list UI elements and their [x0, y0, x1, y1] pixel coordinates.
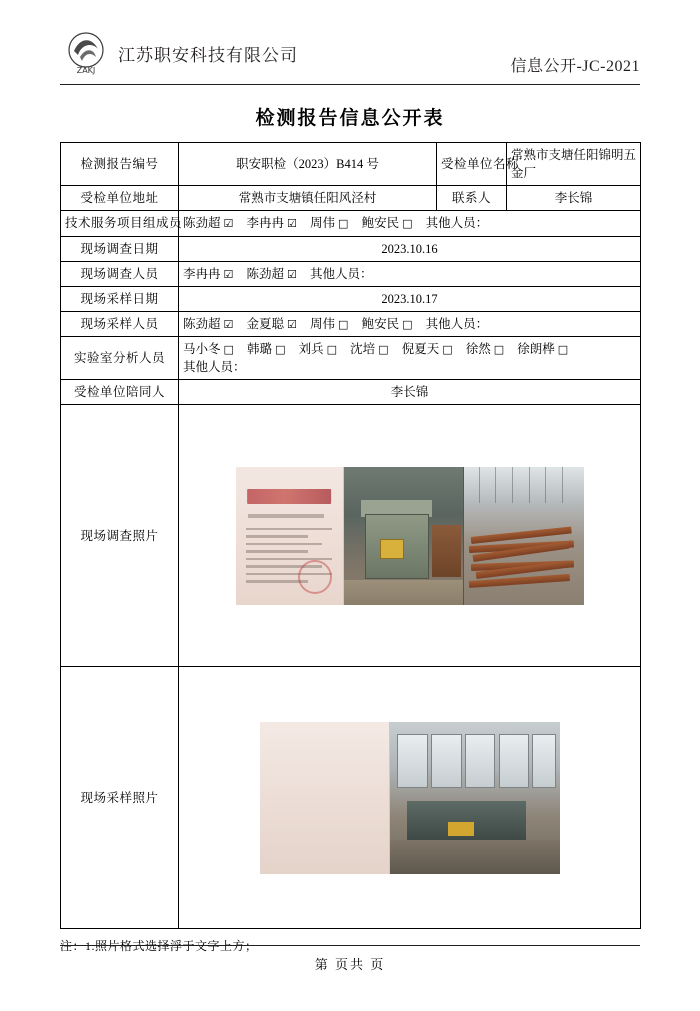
lab-staff-label: 实验室分析人员: [61, 337, 179, 380]
checkbox-unchecked[interactable]: □: [493, 343, 505, 356]
escort-value: 李长锦: [179, 380, 641, 405]
machine-warning-label: [380, 539, 404, 559]
sampling-staff-member: 金夏聪 ☑: [246, 316, 297, 331]
table-row: [61, 236, 641, 261]
survey-photo-group: [183, 408, 636, 663]
sampling-date-label: 现场采样日期: [61, 286, 179, 311]
table-row: [61, 337, 641, 380]
license-title-band: [247, 489, 331, 504]
lab-staff-member: 马小冬 □: [183, 342, 234, 356]
business-license-photo: [236, 467, 344, 605]
sampling-staff-label: 现场采样人员: [61, 311, 179, 336]
sampling-site-photo: [390, 722, 559, 874]
license-subtitle-line: [248, 514, 323, 518]
lab-staff-member: 徐朗桦 □: [517, 342, 569, 356]
window-pane: [532, 734, 556, 788]
license-seal: [298, 560, 332, 594]
lab-staff-line-1: [183, 340, 636, 358]
checkbox-unchecked[interactable]: □: [378, 343, 389, 356]
survey-date-label: 现场调查日期: [61, 236, 179, 261]
workshop-photo: [464, 467, 583, 605]
team-member: 周伟 □: [310, 216, 349, 231]
window-pane: [465, 734, 496, 788]
checkbox-unchecked[interactable]: □: [326, 343, 338, 356]
survey-staff-member: 李冉冉 ☑: [183, 266, 234, 281]
report-no-value: 职安职检（2023）B414 号: [179, 143, 437, 186]
sampling-photo-cell: [179, 667, 641, 929]
client-value: 常熟市支塘任阳锦明五金厂: [507, 143, 641, 186]
lab-staff-member: 沈培 □: [350, 342, 389, 356]
report-info-table: [60, 142, 641, 929]
window-pane: [499, 734, 530, 788]
survey-staff-label: 现场调查人员: [61, 261, 179, 286]
site-floor: [390, 840, 559, 873]
address-value: 常熟市支塘镇任阳风泾村: [179, 186, 437, 211]
table-note: 注：1.照片格式选择浮于文字上方；: [60, 939, 258, 954]
company-logo-icon: [60, 31, 112, 75]
window-pane: [431, 734, 462, 788]
checkbox-checked[interactable]: ☑: [287, 217, 297, 231]
document-page: [0, 22, 700, 1011]
team-members-cell: [179, 211, 641, 236]
lab-staff-member: 刘兵 □: [298, 342, 338, 356]
lab-staff-other-label: 其他人员：: [183, 360, 246, 375]
sampling-staff-other-label: 其他人员：: [425, 316, 489, 331]
sampling-staff-member: 周伟 □: [310, 316, 349, 331]
escort-label: 受检单位陪同人: [61, 380, 179, 405]
checkbox-unchecked[interactable]: □: [338, 317, 349, 331]
page-title: 检测报告信息公开表: [255, 108, 445, 129]
company-name: 江苏职安科技有限公司: [118, 45, 298, 65]
lab-staff-member: 倪夏天 □: [401, 342, 453, 356]
sampling-staff-cell: [179, 311, 641, 336]
table-row: [61, 380, 641, 405]
page-footer: 第 页共 页: [60, 945, 640, 973]
document-header: [60, 22, 640, 85]
table-row: [61, 186, 641, 211]
workshop-roof: [464, 467, 583, 503]
survey-staff-other-label: 其他人员：: [310, 266, 373, 281]
sampling-photo-label: 现场采样照片: [61, 667, 179, 929]
report-no-label: 检测报告编号: [61, 143, 179, 186]
rusty-material: [432, 525, 461, 577]
survey-staff-cell: [179, 261, 641, 286]
sampler-device: [448, 822, 474, 836]
window-pane: [397, 734, 428, 788]
survey-photo-strip: [236, 467, 584, 605]
checkbox-checked[interactable]: ☑: [287, 267, 297, 281]
machine-floor: [344, 580, 463, 605]
team-member: 陈劲超 ☑: [183, 216, 234, 231]
checkbox-unchecked[interactable]: □: [557, 343, 569, 356]
sampling-date-value: 2023.10.17: [179, 286, 641, 311]
team-member: 鲍安民 □: [361, 216, 413, 231]
contact-value: 李长锦: [507, 186, 641, 211]
table-row-survey-photos: [61, 405, 641, 667]
checkbox-checked[interactable]: ☑: [287, 317, 297, 331]
address-label: 受检单位地址: [61, 186, 179, 211]
checkbox-checked[interactable]: ☑: [223, 317, 234, 331]
sampling-staff-member: 鲍安民 □: [361, 316, 413, 331]
checkbox-checked[interactable]: ☑: [223, 217, 234, 231]
checkbox-unchecked[interactable]: □: [338, 217, 349, 231]
lab-staff-member: 徐然 □: [465, 342, 505, 356]
checkbox-unchecked[interactable]: □: [223, 343, 234, 356]
survey-photo-cell: [179, 405, 641, 667]
lab-staff-cell: [179, 337, 641, 380]
checkbox-unchecked[interactable]: □: [275, 343, 286, 356]
checkbox-unchecked[interactable]: □: [402, 317, 413, 331]
survey-photo-label: 现场调查照片: [61, 405, 179, 667]
table-row: [61, 311, 641, 336]
team-other-label: 其他人员：: [425, 216, 489, 231]
equipment-photo: [344, 467, 464, 605]
team-label: 技术服务项目组成员: [61, 211, 179, 236]
checkbox-checked[interactable]: ☑: [223, 267, 234, 281]
checkbox-unchecked[interactable]: □: [402, 217, 413, 231]
contact-label: 联系人: [437, 186, 507, 211]
lab-staff-member: 韩璐 □: [247, 342, 286, 356]
sampling-photo-group: [183, 670, 636, 925]
table-row: [61, 211, 641, 236]
business-license-photo-2: [260, 722, 391, 874]
table-row: [61, 286, 641, 311]
svg-text:ZAKJ: ZAKJ: [76, 66, 96, 75]
sampling-staff-member: 陈劲超 ☑: [183, 316, 234, 331]
client-label: 受检单位名称: [437, 143, 507, 186]
table-row-sampling-photos: [61, 667, 641, 929]
table-row: [61, 143, 641, 186]
table-row: [61, 261, 641, 286]
sampling-photo-strip: [260, 722, 560, 874]
survey-staff-member: 陈劲超 ☑: [246, 266, 297, 281]
checkbox-unchecked[interactable]: □: [442, 343, 453, 356]
document-code: 信息公开-JC-2021: [510, 58, 640, 75]
workshop-floor: [464, 583, 583, 605]
team-member: 李冉冉 ☑: [246, 216, 297, 231]
survey-date-value: 2023.10.16: [179, 236, 641, 261]
